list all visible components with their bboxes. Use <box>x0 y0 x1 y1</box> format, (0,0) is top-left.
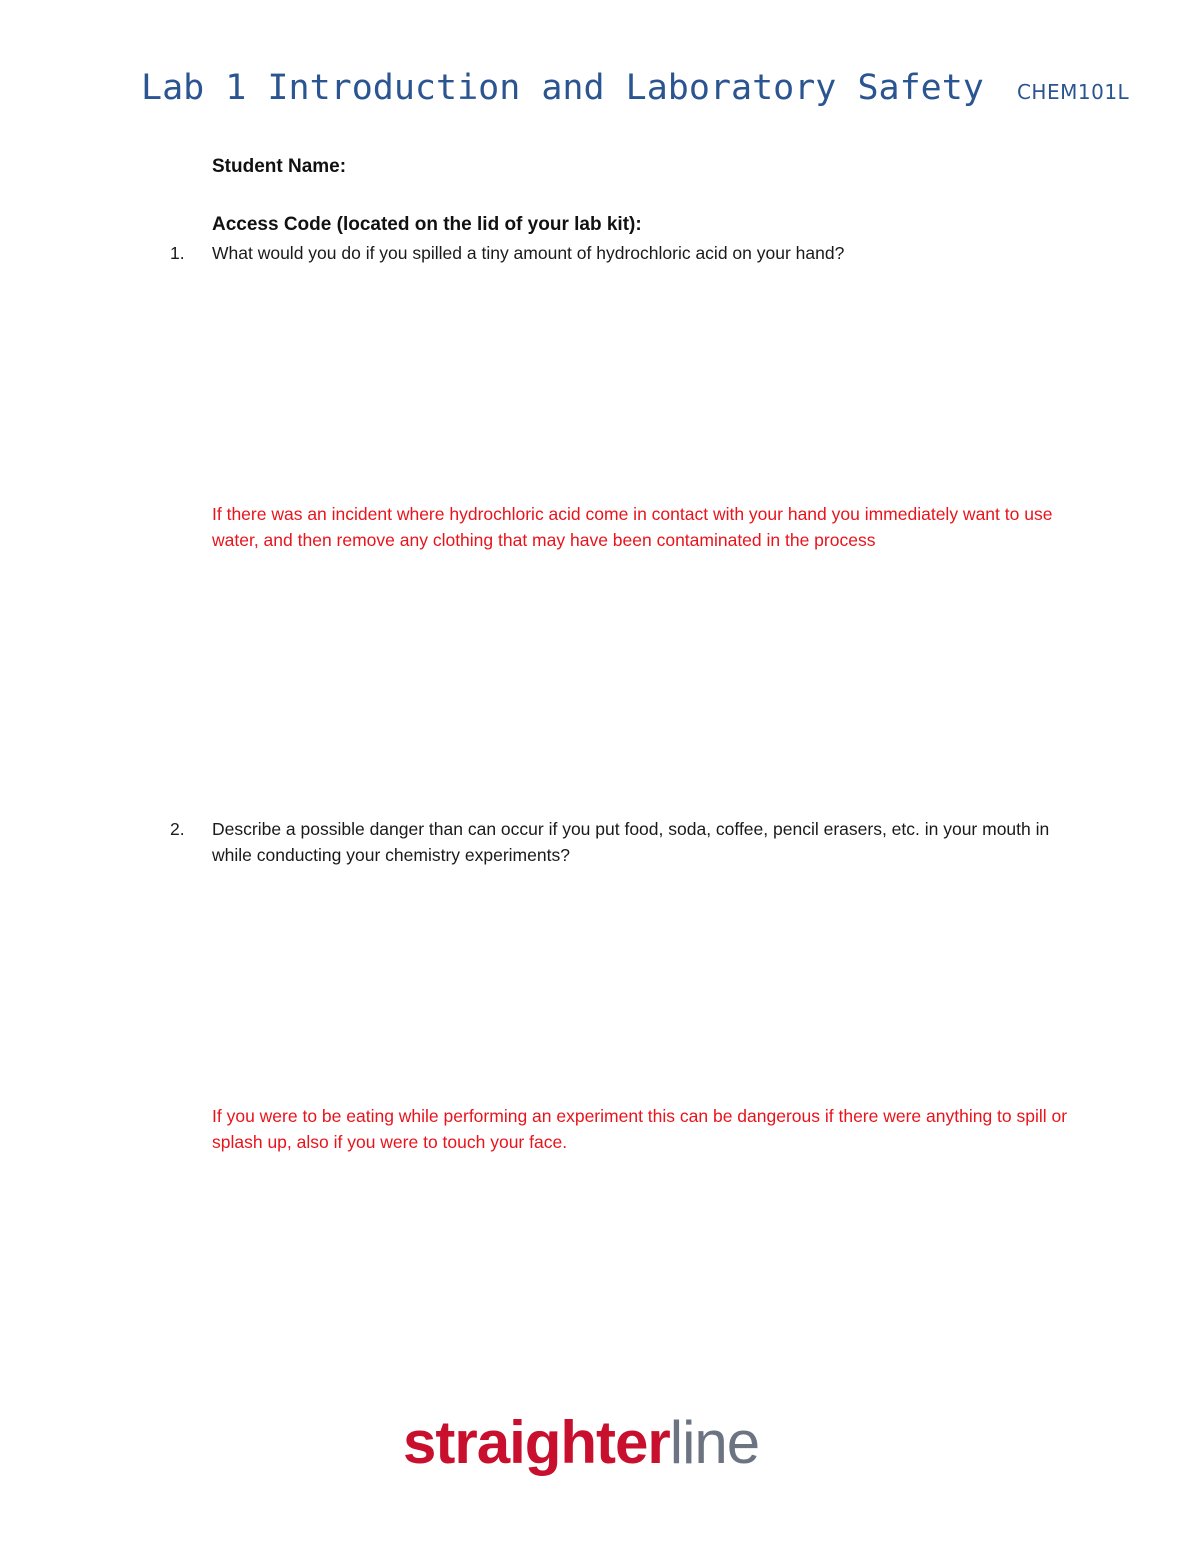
title-row <box>141 68 1129 108</box>
logo-part-line: line <box>669 1409 760 1476</box>
question-2-number: 2. <box>170 819 185 839</box>
question-1 <box>170 240 1072 266</box>
straighterline-logo <box>403 1408 759 1478</box>
question-2 <box>170 816 1072 868</box>
question-1-number: 1. <box>170 243 185 263</box>
student-name-label: Student Name: <box>212 156 347 177</box>
logo-part-straighter: straighter <box>403 1409 670 1476</box>
question-1-text: What would you do if you spilled a tiny amount of hydrochloric acid on your hand? <box>212 243 845 263</box>
question-2-text: Describe a possible danger than can occur if you put food, soda, coffee, pencil erasers, etc. in your mouth in while conducting your chemistry experiments? <box>212 819 1050 865</box>
course-code: CHEM101L <box>1016 80 1130 104</box>
document-title: Lab 1 Introduction and Laboratory Safety <box>141 68 984 108</box>
access-code-label: Access Code (located on the lid of your lab kit): <box>212 214 642 235</box>
answer-2: If you were to be eating while performing an experiment this can be dangerous if there were anything to spill or splash up, also if you were to touch your face. <box>212 1106 1068 1152</box>
answer-1: If there was an incident where hydrochloric acid come in contact with your hand you immediately want to use water, and then remove any clothing that may have been contaminated in the process <box>212 504 1053 550</box>
